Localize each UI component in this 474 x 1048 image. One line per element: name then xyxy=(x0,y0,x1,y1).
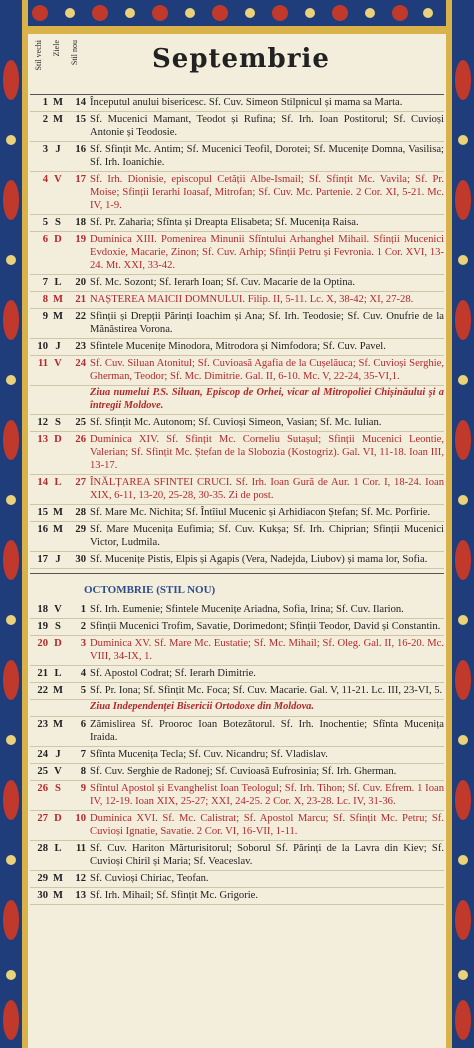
new-style-date: 15 xyxy=(75,114,86,125)
calendar-row xyxy=(30,522,444,552)
column-header-old-style: Stil vechi xyxy=(34,40,43,71)
new-style-date: 28 xyxy=(75,507,86,518)
new-style-date: 2 xyxy=(80,621,86,632)
old-style-date: 13 xyxy=(37,434,48,445)
new-style-date: 9 xyxy=(80,782,86,794)
day-commemorations: Sfîntul Apostol și Evanghelist Ioan Teologul; Sf. Irh. Tihon; Sf. Cuv. Efrem. 1 Ioan IV, 12-19. Ioan XIX, 25-27; XXI, 24-25. 2 Cor. X, 23-28. Lc. IV, 31-36. xyxy=(90,782,444,807)
calendar-row xyxy=(30,475,444,505)
calendar-row xyxy=(30,841,444,871)
day-commemorations: Sf. Cuv. Hariton Mărturisitorul; Soborul Sf. Părinți de la Lavra din Kiev; Sf. Cuvioși Chiril și Maria; Sf. Veaceslav. xyxy=(90,842,444,867)
weekday: V xyxy=(54,765,62,777)
old-style-date: 8 xyxy=(42,294,48,305)
old-style-date: 18 xyxy=(37,604,48,615)
old-style-date: 17 xyxy=(37,554,48,565)
new-style-date: 16 xyxy=(75,144,86,155)
new-style-date: 1 xyxy=(80,604,86,615)
day-commemorations: Sf. Mare Mucenița Eufimia; Sf. Cuv. Kukșa; Sf. Irh. Chiprian; Sfinții Mucenici Victor, Ludmila. xyxy=(90,524,444,548)
calendar-row xyxy=(30,415,444,432)
weekday: L xyxy=(54,477,62,488)
old-style-date: 28 xyxy=(37,842,48,854)
day-commemorations: Duminica XIII. Pomenirea Minunii Sfîntului Arhanghel Mihail. Sfinții Mucenici Evdoxie, Macarie, Zinon; Sf. Cuv. Arhip; Sfinții Petru și Fevronia. 1 Cor. XVI, 13-24. Mt. XXI, 33-42. xyxy=(90,234,444,271)
calendar-row xyxy=(30,215,444,232)
day-commemorations: Sf. Mare Mc. Nichita; Sf. Întîiul Mucenic și Arhidiacon Ștefan; Sf. Mc. Porfirie. xyxy=(90,507,431,518)
calendar-row xyxy=(30,309,444,339)
calendar-row xyxy=(30,356,444,386)
calendar-row xyxy=(30,717,444,747)
new-style-date: 14 xyxy=(75,97,86,108)
calendar-row xyxy=(30,683,444,700)
old-style-date: 30 xyxy=(37,889,48,901)
column-header-new-style: Stil nou xyxy=(70,40,79,66)
weekday: M xyxy=(53,524,63,535)
calendar-row xyxy=(30,142,444,172)
new-style-date: 13 xyxy=(75,889,86,901)
day-commemorations: Sf. Mucenici Mamant, Teodot și Rufina; Sf. Irh. Ioan Postitorul; Sf. Cuvioși Antonie și Teodosie. xyxy=(90,114,444,138)
weekday: J xyxy=(55,554,61,565)
weekday: M xyxy=(53,97,63,108)
day-commemorations: Sf. Irh. Dionisie, episcopul Cetății Albe-Ismail; Sf. Sfințit Mc. Vavila; Sf. Pr. Moise; Sfinții Ierarhi Ioasaf, Mitrofan; Sf. Cuv. Mc. Partenie. 2 Cor. XI, 5-21. Mc. IV, 1-9. xyxy=(90,174,444,211)
new-style-date: 23 xyxy=(75,341,86,352)
weekday: M xyxy=(53,685,63,696)
old-style-date: 10 xyxy=(37,341,48,352)
new-style-date: 22 xyxy=(75,311,86,322)
old-style-date: 26 xyxy=(37,782,48,794)
calendar-row xyxy=(30,666,444,683)
month-title: Septembrie xyxy=(152,44,330,74)
weekday: L xyxy=(54,277,62,288)
calendar-row xyxy=(30,232,444,275)
old-style-date: 9 xyxy=(42,311,48,322)
day-commemorations: Sf. Cuv. Serghie de Radonej; Sf. Cuvioasă Eufrosinia; Sf. Irh. Gherman. xyxy=(90,765,397,777)
new-style-date: 27 xyxy=(75,477,86,488)
old-style-date: 27 xyxy=(37,812,48,824)
october-section-title: OCTOMBRIE (STIL NOU) xyxy=(30,573,444,602)
october-days-list xyxy=(30,602,444,905)
old-style-date: 21 xyxy=(37,668,48,679)
ornament-border-right xyxy=(446,0,474,1048)
new-style-date: 21 xyxy=(75,294,86,305)
day-commemorations: Duminica XIV. Sf. Sfințit Mc. Corneliu Sutașul; Sfinții Mucenici Leontie, Valerian; Sf. Sfințit Mc. Ștefan de la Slobozia (Kostogriz). Gal. VI, 11-18. Ioan III, 13-17. xyxy=(90,434,444,471)
calendar-header xyxy=(30,36,444,95)
calendar-row xyxy=(30,552,444,569)
new-style-date: 7 xyxy=(80,748,86,760)
calendar-row xyxy=(30,95,444,112)
new-style-date: 26 xyxy=(75,434,86,445)
calendar-row xyxy=(30,747,444,764)
september-days-list xyxy=(30,95,444,569)
old-style-date: 11 xyxy=(37,358,48,369)
old-style-date: 16 xyxy=(37,524,48,535)
calendar-row xyxy=(30,811,444,841)
day-commemorations: Sf. Apostol Codrat; Sf. Ierarh Dimitrie. xyxy=(90,668,256,679)
calendar-row xyxy=(30,505,444,522)
new-style-date: 18 xyxy=(75,217,86,228)
new-style-date: 12 xyxy=(75,872,86,884)
day-commemorations: Sf. Cuv. Siluan Atonitul; Sf. Cuvioasă Agafia de la Cușelăuca; Sf. Cuvioși Serghie, Gherman, Teodor; Sf. Mc. Dimitrie. Gal. II, 6-10. Mc. V, 22-24, 35-VI,1. xyxy=(90,358,444,382)
new-style-date: 11 xyxy=(75,842,86,854)
old-style-date: 14 xyxy=(37,477,48,488)
weekday: D xyxy=(54,234,62,245)
calendar-content xyxy=(30,36,444,905)
day-commemorations: Sfintele Mucenițe Minodora, Mitrodora și Nimfodora; Sf. Cuv. Pavel. xyxy=(90,341,386,352)
calendar-row xyxy=(30,292,444,309)
old-style-date: 15 xyxy=(37,507,48,518)
feast-note: Ziua Independenței Bisericii Ortodoxe din Moldova. xyxy=(30,700,444,717)
old-style-date: 3 xyxy=(42,144,48,155)
calendar-row xyxy=(30,781,444,811)
day-commemorations: Sf. Sfințit Mc. Antim; Sf. Mucenici Teofil, Dorotei; Sf. Mucenițe Domna, Vasilisa; Sf. Irh. Ioanichie. xyxy=(90,144,444,168)
calendar-row xyxy=(30,602,444,619)
new-style-date: 20 xyxy=(75,277,86,288)
new-style-date: 4 xyxy=(80,668,86,679)
weekday: M xyxy=(53,114,63,125)
old-style-date: 7 xyxy=(42,277,48,288)
calendar-row xyxy=(30,636,444,666)
weekday: S xyxy=(55,621,61,632)
day-commemorations: Sf. Pr. Zaharia; Sfînta și Dreapta Elisabeta; Sf. Mucenița Raisa. xyxy=(90,217,359,228)
day-commemorations: Sf. Sfințit Mc. Autonom; Sf. Cuvioși Simeon, Vasian; Sf. Mc. Iulian. xyxy=(90,417,382,428)
ornament-border-top xyxy=(0,0,474,34)
calendar-row xyxy=(30,172,444,215)
calendar-row xyxy=(30,871,444,888)
calendar-row xyxy=(30,275,444,292)
old-style-date: 12 xyxy=(37,417,48,428)
day-commemorations: Duminica XV. Sf. Mare Mc. Eustatie; Sf. Mc. Mihail; Sf. Oleg. Gal. II, 16-20. Mc. VIII, 34-IX, 1. xyxy=(90,638,444,662)
day-commemorations: Sf. Pr. Iona; Sf. Sfințit Mc. Foca; Sf. Cuv. Macarie. Gal. V, 11-21. Lc. III, 23-VI, 5. xyxy=(90,685,443,696)
old-style-date: 2 xyxy=(42,114,48,125)
new-style-date: 6 xyxy=(80,718,86,730)
weekday: M xyxy=(53,294,63,305)
ornament-border-left xyxy=(0,0,28,1048)
weekday: J xyxy=(55,144,61,155)
weekday: D xyxy=(54,434,62,445)
calendar-row xyxy=(30,619,444,636)
calendar-row xyxy=(30,432,444,475)
old-style-date: 20 xyxy=(37,638,48,649)
calendar-row xyxy=(30,339,444,356)
weekday: M xyxy=(53,718,63,730)
day-commemorations: Sfinții și Drepții Părinți Ioachim și Ana; Sf. Irh. Teodosie; Sf. Cuv. Onufrie de la Mănăstirea Vorona. xyxy=(90,311,444,335)
day-commemorations: Începutul anului bisericesc. Sf. Cuv. Simeon Stilpnicul și mama sa Marta. xyxy=(90,97,403,108)
new-style-date: 30 xyxy=(75,554,86,565)
old-style-date: 25 xyxy=(37,765,48,777)
day-commemorations: Sf. Irh. Eumenie; Sfintele Mucenițe Ariadna, Sofia, Irina; Sf. Cuv. Ilarion. xyxy=(90,604,404,615)
weekday: V xyxy=(54,358,62,369)
weekday: D xyxy=(54,638,62,649)
weekday: L xyxy=(54,842,62,854)
weekday: V xyxy=(54,174,62,185)
old-style-date: 24 xyxy=(37,748,48,760)
day-commemorations: Sfînta Mucenița Tecla; Sf. Cuv. Nicandru; Sf. Vladislav. xyxy=(90,748,328,760)
new-style-date: 5 xyxy=(80,685,86,696)
old-style-date: 23 xyxy=(37,718,48,730)
weekday: M xyxy=(53,889,63,901)
old-style-date: 22 xyxy=(37,685,48,696)
calendar-row xyxy=(30,888,444,905)
old-style-date: 29 xyxy=(37,872,48,884)
weekday: D xyxy=(54,812,62,824)
new-style-date: 10 xyxy=(75,812,86,824)
day-commemorations: Sfinții Mucenici Trofim, Savatie, Dorimedont; Sfinții Teodor, David și Constantin. xyxy=(90,621,441,632)
feast-note: Ziua numelui P.S. Siluan, Episcop de Orhei, vicar al Mitropoliei Chișinăului și a întregii Moldove. xyxy=(30,386,444,415)
new-style-date: 29 xyxy=(75,524,86,535)
weekday: M xyxy=(53,872,63,884)
day-commemorations: Sf. Mucenițe Pistis, Elpis și Agapis (Vera, Nadejda, Liubov) și mama lor, Sofia. xyxy=(90,554,428,565)
new-style-date: 25 xyxy=(75,417,86,428)
old-style-date: 4 xyxy=(42,174,48,185)
day-commemorations: NAȘTEREA MAICII DOMNULUI. Filip. II, 5-11. Lc. X, 38-42; XI, 27-28. xyxy=(90,294,414,305)
new-style-date: 24 xyxy=(75,358,86,369)
day-commemorations: ÎNĂLȚAREA SFINTEI CRUCI. Sf. Irh. Ioan Gură de Aur. 1 Cor. I, 18-24. Ioan XIX, 6-11, 13-20, 25-28, 30-35. Zi de post. xyxy=(90,477,444,501)
new-style-date: 8 xyxy=(80,765,86,777)
day-commemorations: Zămislirea Sf. Prooroc Ioan Botezătorul. Sf. Irh. Inochentie; Sfînta Mucenița Iraida. xyxy=(90,718,444,743)
old-style-date: 6 xyxy=(42,234,48,245)
new-style-date: 17 xyxy=(75,174,86,185)
weekday: L xyxy=(54,668,62,679)
weekday: V xyxy=(54,604,62,615)
weekday: S xyxy=(55,782,61,794)
day-commemorations: Sf. Mc. Sozont; Sf. Ierarh Ioan; Sf. Cuv. Macarie de la Optina. xyxy=(90,277,355,288)
weekday: M xyxy=(53,311,63,322)
old-style-date: 1 xyxy=(42,97,48,108)
old-style-date: 19 xyxy=(37,621,48,632)
weekday: S xyxy=(55,217,61,228)
weekday: S xyxy=(55,417,61,428)
new-style-date: 3 xyxy=(80,638,86,649)
column-header-weekday: Ziele xyxy=(52,40,61,57)
weekday: J xyxy=(55,341,61,352)
day-commemorations: Duminica XVI. Sf. Mc. Calistrat; Sf. Apostol Marcu; Sf. Sfințit Mc. Petru; Sf. Cuvioși Ignatie, Savatie. 2 Cor. VI, 16-VII, 1-11. xyxy=(90,812,444,837)
old-style-date: 5 xyxy=(42,217,48,228)
calendar-row xyxy=(30,764,444,781)
day-commemorations: Sf. Cuvioși Chiriac, Teofan. xyxy=(90,872,209,884)
weekday: M xyxy=(53,507,63,518)
calendar-row xyxy=(30,112,444,142)
day-commemorations: Sf. Irh. Mihail; Sf. Sfințit Mc. Grigorie. xyxy=(90,889,259,901)
new-style-date: 19 xyxy=(75,234,86,245)
weekday: J xyxy=(55,748,61,760)
